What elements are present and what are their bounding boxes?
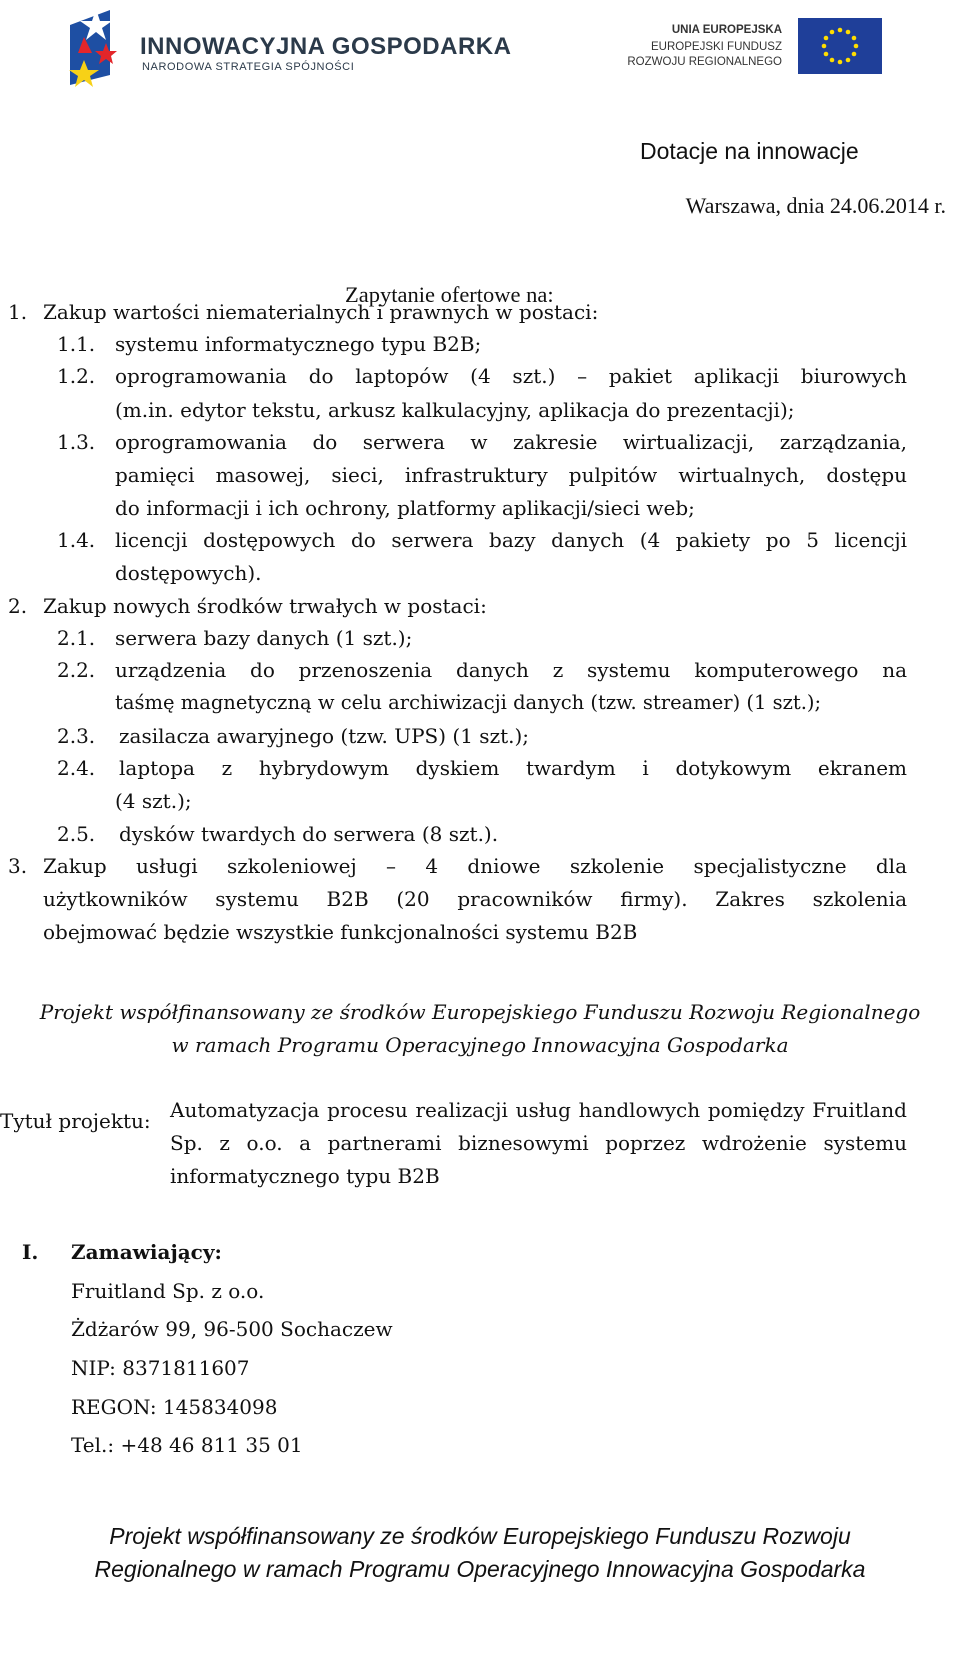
item-number: 1.4.	[57, 528, 96, 552]
logo-brand-name: INNOWACYJNA GOSPODARKA	[140, 33, 512, 60]
item-number: 2.2.	[57, 658, 96, 682]
project-title-text: informatycznego typu B2B	[170, 1164, 440, 1188]
item-number: 2.4.	[57, 756, 96, 780]
item-text: Zakup nowych środków trwałych w postaci:	[43, 594, 487, 618]
eu-logo-line1: UNIA EUROPEJSKA	[671, 24, 782, 36]
orderer-name: Fruitland Sp. z o.o.	[71, 1279, 265, 1303]
item-number: 1.3.	[57, 430, 96, 454]
item-text: dysków twardych do serwera (8 szt.).	[119, 822, 499, 846]
star-logo-icon	[62, 5, 142, 95]
item-number: 2.1.	[57, 626, 96, 650]
item-text: urządzenia do przenoszenia danych z systemu komputerowego na	[115, 658, 907, 682]
eu-logo-line3: ROZWOJU REGIONALNEGO	[627, 56, 782, 68]
innowacyjna-gospodarka-logo	[62, 5, 512, 95]
item-text: serwera bazy danych (1 szt.);	[115, 626, 413, 650]
item-number: 2.5.	[57, 822, 96, 846]
eu-flag-icon	[798, 18, 882, 74]
eu-logo	[627, 16, 882, 81]
item-number: 2.	[8, 594, 28, 618]
item-text: pamięci masowej, sieci, infrastruktury pulpitów wirtualnych, dostępu	[115, 463, 907, 487]
orderer-regon: REGON: 145834098	[71, 1395, 278, 1419]
section-number: I.	[22, 1240, 39, 1264]
inquiry-title: Zapytanie ofertowe na:	[345, 282, 554, 307]
project-title-label: Tytuł projektu:	[0, 1109, 151, 1133]
item-text: taśmę magnetyczną w celu archiwizacji danych (tzw. streamer) (1 szt.);	[115, 691, 822, 714]
item-number: 3.	[8, 854, 28, 878]
footer-line1: Projekt współfinansowany ze środków Europejskiego Funduszu Rozwoju	[109, 1523, 851, 1549]
item-text: dostępowych).	[115, 561, 262, 585]
item-number: 2.3.	[57, 724, 96, 748]
place-date: Warszawa, dnia 24.06.2014 r.	[685, 193, 946, 218]
eu-logo-line2: EUROPEJSKI FUNDUSZ	[651, 41, 782, 53]
cofinance-note-line1: Projekt współfinansowany ze środków Europejskiego Funduszu Rozwoju Regionalnego	[39, 1000, 921, 1024]
logo-tagline: NARODOWA STRATEGIA SPÓJNOŚCI	[142, 61, 355, 73]
item-text: obejmować będzie wszystkie funkcjonalności systemu B2B	[43, 920, 638, 944]
item-number: 1.2.	[57, 364, 96, 388]
item-text: oprogramowania do laptopów (4 szt.) – pakiet aplikacji biurowych	[115, 364, 907, 388]
item-text: licencji dostępowych do serwera bazy danych (4 pakiety po 5 licencji	[115, 528, 907, 552]
item-text: oprogramowania do serwera w zakresie wirtualizacji, zarządzania,	[115, 430, 907, 454]
item-text: Zakup wartości niematerialnych i prawnych w postaci:	[43, 300, 599, 324]
item-text: Zakup usługi szkoleniowej – 4 dniowe szkolenie specjalistyczne dla	[43, 854, 907, 878]
item-number: 1.1.	[57, 332, 96, 356]
item-text: zasilacza awaryjnego (tzw. UPS) (1 szt.);	[119, 724, 530, 748]
orderer-address: Żdżarów 99, 96-500 Sochaczew	[71, 1317, 393, 1341]
footer-line2: Regionalnego w ramach Programu Operacyjnego Innowacyjna Gospodarka	[94, 1556, 866, 1582]
item-text: (4 szt.);	[115, 789, 192, 813]
project-title-text: Automatyzacja procesu realizacji usług handlowych pomiędzy Fruitland	[170, 1098, 907, 1122]
item-text: użytkowników systemu B2B (20 pracowników firmy). Zakres szkolenia	[43, 887, 907, 911]
orderer-phone: Tel.: +48 46 811 35 01	[71, 1433, 303, 1457]
doc-subject: Dotacje na innowacje	[640, 138, 859, 164]
item-text: (m.in. edytor tekstu, arkusz kalkulacyjny, aplikacja do prezentacji);	[115, 398, 795, 422]
item-text: laptopa z hybrydowym dyskiem twardym i dotykowym ekranem	[119, 756, 907, 780]
orderer-nip: NIP: 8371811607	[71, 1356, 250, 1380]
item-text: systemu informatycznego typu B2B;	[115, 332, 482, 356]
orderer-heading: Zamawiający:	[71, 1240, 222, 1264]
item-number: 1.	[8, 300, 28, 324]
cofinance-note-line2: w ramach Programu Operacyjnego Innowacyjna Gospodarka	[171, 1033, 789, 1057]
project-title-text: Sp. z o.o. a partnerami biznesowymi poprzez wdrożenie systemu	[170, 1131, 907, 1155]
item-text: do informacji i ich ochrony, platformy aplikacji/sieci web;	[115, 496, 695, 520]
